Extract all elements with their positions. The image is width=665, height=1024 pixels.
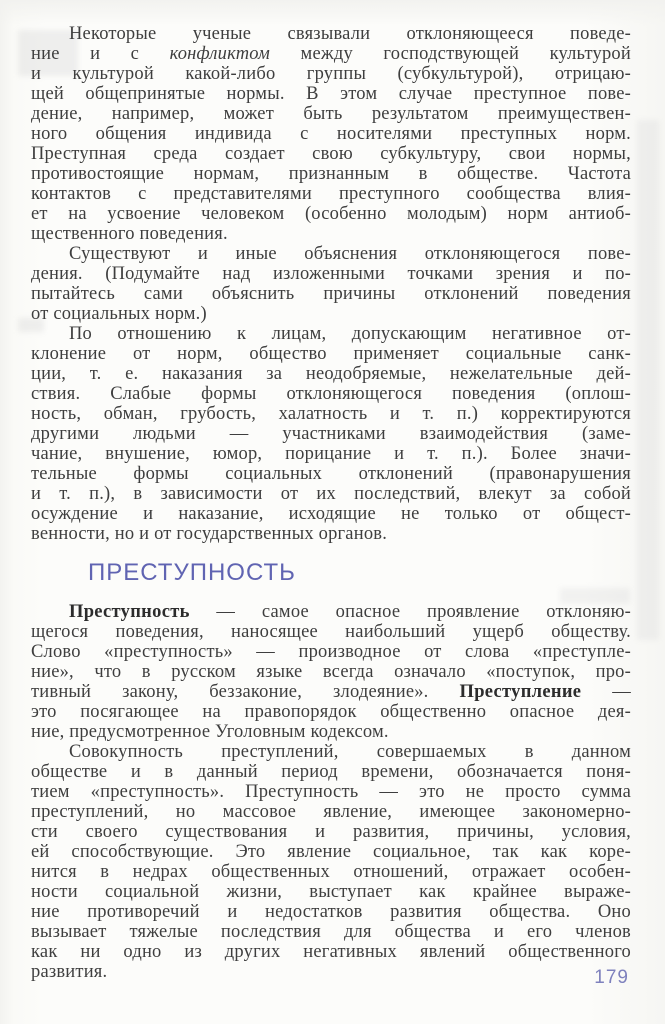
text-line: По отношению к лицам, допускающим негативное от- [69,324,631,344]
text-line: ей способствующие. Это явление социальное, так как коре- [31,842,631,862]
text-line: щегося поведения, наносящее наибольший ущерб обществу. [31,622,631,642]
text-line: осуждение и наказание, исходящие не только от общест- [31,504,631,524]
text-line: нится в недрах общественных отношений, отражает особен- [31,862,631,882]
text-line: ет на усвоение человеком (особенно молодым) норм антиоб- [31,204,631,224]
text-line: ние противоречий и недостатков развития общества. Оно [31,902,631,922]
text-line: обществе и в данный период времени, обозначается поня- [31,762,631,782]
text-line: пытайтесь сами объяснить причины отклонений поведения [31,284,631,304]
text-line: ность, обман, грубость, халатность и т. п.) корректируются [31,404,631,424]
text-line: и культурой какой-либо группы (субкультурой), отрицаю- [31,64,631,84]
text-line: развития. [31,962,108,982]
text-line: ного общения индивида с носителями преступных норм. [31,124,631,144]
text-column [31,24,631,982]
text-line: и т. п.), в зависимости от их последствий, влекут за собой [31,484,631,504]
text-line: клонение от норм, общество применяет социальные санк- [31,344,631,364]
scan-smudge [637,120,659,640]
text-line: венности, но и от государственных органов. [31,524,388,544]
text-line: Преступность — самое опасное проявление отклоняю- [69,602,631,622]
text-line: ности социальной жизни, выступает как крайнее выраже- [31,882,631,902]
text-line: дения. (Подумайте над изложенными точками зрения и по- [31,264,631,284]
section-heading: ПРЕСТУПНОСТЬ [88,559,296,586]
text-line: Преступная среда создает свою субкультуру, свои нормы, [31,144,631,164]
paragraph [31,324,631,544]
paragraph [31,244,631,324]
page-number: 179 [594,967,629,988]
text-line: сти своего существования и развития, причины, условия, [31,822,631,842]
text-line: противостоящие нормам, признанным в обществе. Частота [31,164,631,184]
text-line: другими людьми — участниками взаимодействия (заме- [31,424,631,444]
text-line: это посягающее на правопорядок общественно опасное дея- [31,702,631,722]
text-line: Некоторые ученые связывали отклоняющееся поведе- [69,24,631,44]
paragraph [31,602,631,742]
text-line: ние, предусмотренное Уголовным кодексом. [31,722,389,742]
text-line: чание, внушение, юмор, порицание и т. п.). Более значи- [31,444,631,464]
text-line: вызывает тяжелые последствия для общества и его членов [31,922,631,942]
text-line: ствия. Слабые формы отклоняющегося поведения (оплош- [31,384,631,404]
text-line: ции, т. е. наказания за неодобряемые, нежелательные дей- [31,364,631,384]
text-line: щественного поведения. [31,224,228,244]
text-line: преступлений, но массовое явление, имеющее закономерно- [31,802,631,822]
text-line: как ни одно из других негативных явлений общественного [31,942,631,962]
paragraph [31,742,631,982]
text-line: ние и с конфликтом между господствующей культурой [31,44,631,64]
text-line: ние», что в русском языке всегда означало «поступок, про- [31,662,631,682]
text-line: от социальных норм.) [31,304,207,324]
text-line: дение, например, может быть результатом преимуществен- [31,104,631,124]
text-line: Существуют и иные объяснения отклоняющегося пове- [69,244,631,264]
text-line: Слово «преступность» — производное от слова «преступле- [31,642,631,662]
text-line: Совокупность преступлений, совершаемых в данном [69,742,631,762]
text-line: контактов с представителями преступного сообщества влия- [31,184,631,204]
text-line: тельные формы социальных отклонений (правонарушения [31,464,631,484]
text-line: щей общепринятые нормы. В этом случае преступное пове- [31,84,631,104]
text-line: тивный закону, беззаконие, злодеяние». Преступление — [31,682,631,702]
text-line: тием «преступность». Преступность — это не просто сумма [31,782,631,802]
paragraph [31,24,631,244]
